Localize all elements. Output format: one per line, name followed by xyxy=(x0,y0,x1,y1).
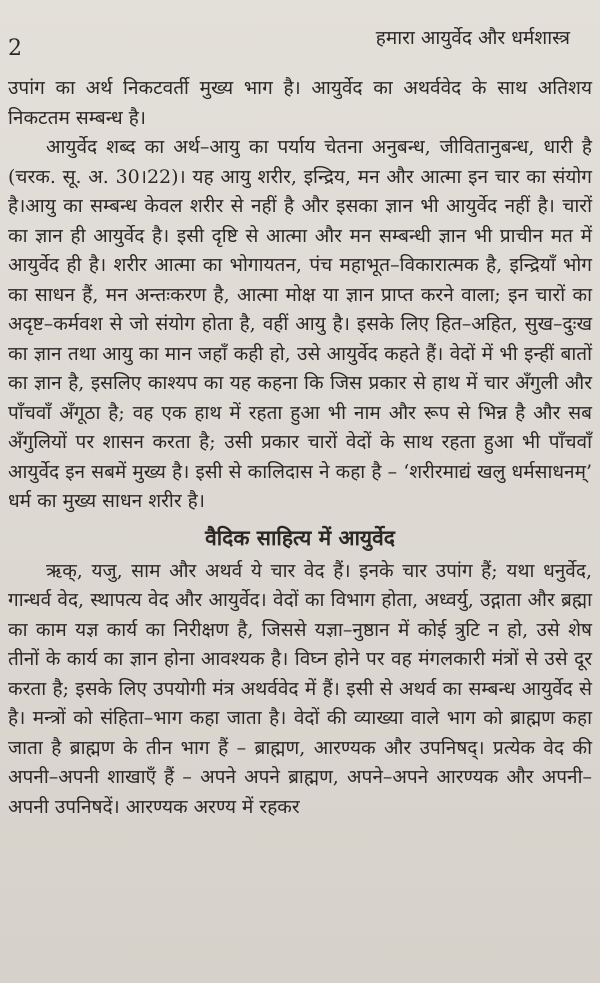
paragraph-ayurveda-meaning: आयुर्वेद शब्द का अर्थ–आयु का पर्याय चेतना अनुबन्ध, जीवितानुबन्ध, धारी है (चरक. सू. अ. 30।22)। यह आयु शरीर, इन्द्रिय, मन और आत्मा इन चार का संयोग है।आयु का सम्बन्ध केवल शरीर से नहीं है और इसका ज्ञान भी आयुर्वेद नहीं है। चारों का ज्ञान ही आयुर्वेद है। इसी दृष्टि से आत्मा और मन सम्बन्धी ज्ञान भी प्राचीन मत में आयुर्वेद ही है। शरीर आत्मा का भोगायतन, पंच महाभूत–विकारात्मक है, इन्द्रियाँ भोग का साधन हैं, मन अन्तःकरण है, आत्मा मोक्ष या ज्ञान प्राप्त करने वाला; इन चारों का अदृष्ट–कर्मवश से जो संयोग होता है, वहीं आयु है। इसके लिए हित–अहित, सुख–दुःख का ज्ञान तथा आयु का मान जहाँ कही हो, उसे आयुर्वेद कहते हैं। वेदों में भी इन्हीं बातों का ज्ञान है, इसलिए काश्यप का यह कहना कि जिस प्रकार से हाथ में चार अँगुली और पाँचवाँ अँगूठा है; वह एक हाथ में रहता हुआ भी नाम और रूप से भिन्न है और सब अँगुलियों पर शासन करता है; उसी प्रकार चारों वेदों के साथ रहता हुआ भी पाँचवाँ आयुर्वेद इन सबमें मुख्य है। इसी से कालिदास ने कहा है – ‘शरीरमाद्यं खलु धर्मसाधनम्’ धर्म का मुख्य साधन शरीर है। xyxy=(8,136,592,512)
paragraph-vedic-literature: ऋक्, यजु, साम और अथर्व ये चार वेद हैं। इनके चार उपांग हैं; यथा धनुर्वेद, गान्धर्व वेद, स्थापत्य वेद और आयुर्वेद। वेदों का विभाग होता, अध्वर्यु, उद्गाता और ब्रह्मा का काम यज्ञ कार्य का निरीक्षण है, जिससे यज्ञा–नुष्ठान में कोई त्रुटि न हो, उसे शेष तीनों के कार्य का ज्ञान होना आवश्यक है। विघ्न होने पर वह मंगलकारी मंत्रों से उसे दूर करता है; इसके लिए उपयोगी मंत्र अथर्ववेद में हैं। इसी से अथर्व का सम्बन्ध आयुर्वेद से है। मन्त्रों को संहिता–भाग कहा जाता है। वेदों की व्याख्या वाले भाग को ब्राह्मण कहा जाता है ब्राह्मण के तीन भाग हैं – ब्राह्मण, आरण्यक और उपनिषद्। प्रत्येक वेद की अपनी–अपनी शाखाएँ हैं – अपने अपने ब्राह्मण, अपने–अपने आरण्यक और अपनी–अपनी उपनिषदें। आरण्यक अरण्य में रहकर xyxy=(8,559,592,818)
page-body xyxy=(8,74,592,822)
running-title: हमारा आयुर्वेद और धर्मशास्त्र xyxy=(375,27,570,49)
paragraph-continuation: उपांग का अर्थ निकटवर्ती मुख्य भाग है। आयुर्वेद का अथर्ववेद के साथ अतिशय निकटतम सम्बन्ध है। xyxy=(8,77,592,129)
page-header xyxy=(0,24,600,60)
page-number: 2 xyxy=(8,36,22,61)
section-heading: वैदिक साहित्य में आयुर्वेद xyxy=(205,524,395,550)
